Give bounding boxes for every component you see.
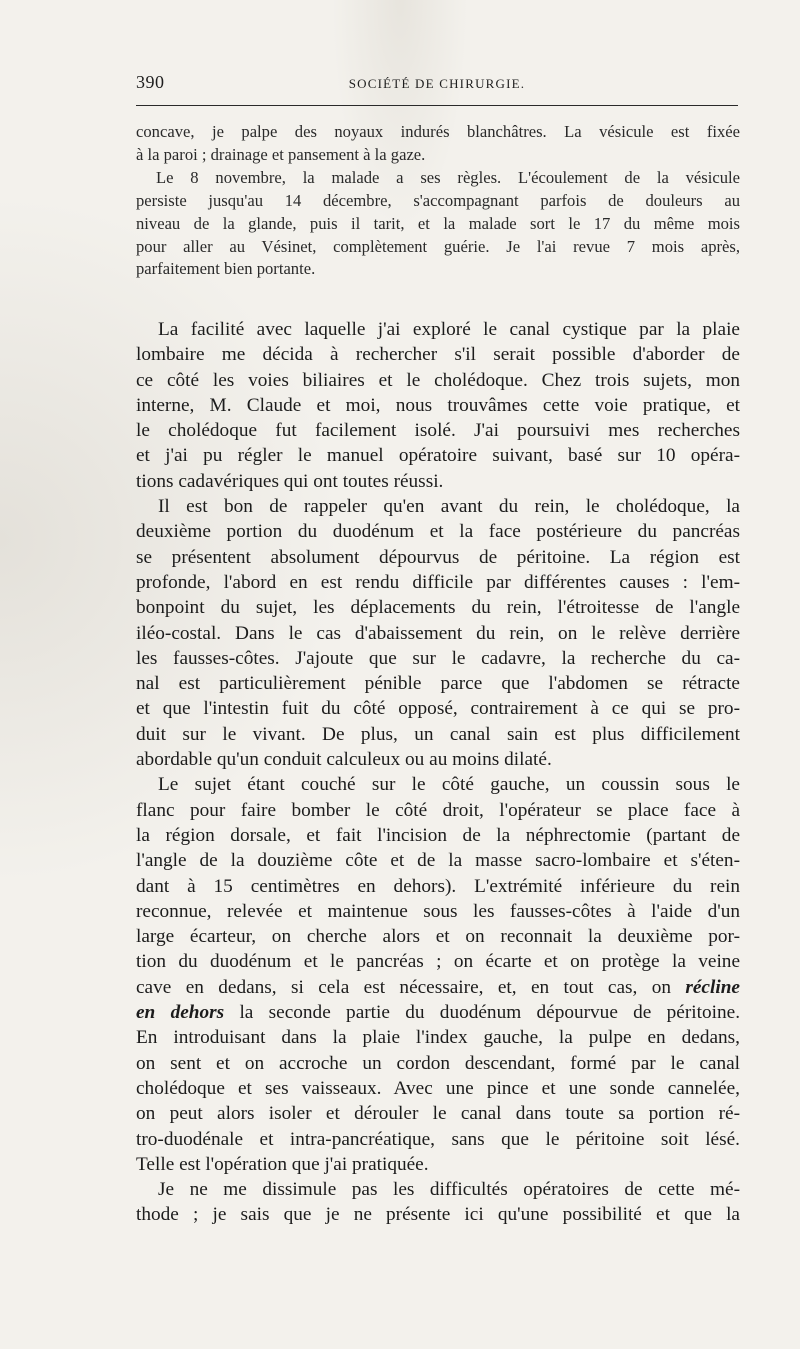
case-paragraph-2 [136, 167, 740, 282]
text-line: cholédoque et ses vaisseaux. Avec une pince et une sonde cannelée, [136, 1077, 740, 1099]
text-line: le cholédoque fut facilement isolé. J'ai poursuivi mes recherches [136, 420, 740, 442]
text-line: abordable qu'un conduit calculeux ou au moins dilaté. [136, 749, 552, 771]
text-line: thode ; je sais que je ne présente ici qu'une possibilité et que la [136, 1204, 740, 1226]
text-line [136, 1000, 740, 1025]
text-line: deuxième portion du duodénum et la face postérieure du pancréas [136, 521, 740, 543]
page-header [136, 72, 738, 100]
running-head: SOCIÉTÉ DE CHIRURGIE. [348, 76, 526, 91]
text-line: et que l'intestin fuit du côté opposé, contrairement à ce qui se pro- [136, 698, 740, 720]
text-line: Le sujet étant couché sur le côté gauche, un coussin sous le [158, 774, 740, 796]
text-line [136, 975, 740, 1000]
text-line: on sent et on accroche un cordon descendant, formé par le canal [136, 1052, 740, 1074]
text-line: Je ne me dissimule pas les difficultés opératoires de cette mé- [158, 1179, 740, 1201]
text-line: pour aller au Vésinet, complètement guérie. Je l'ai revue 7 mois après, [136, 236, 740, 256]
text-line: tro-duodénale et intra-pancréatique, sans que le péritoine soit lésé. [136, 1128, 740, 1150]
text-line: niveau de la glande, puis il tarit, et la malade sort le 17 du même mois [136, 213, 740, 233]
body-paragraph-2 [136, 494, 740, 772]
text-line: large écarteur, on cherche alors et on reconnait la deuxième por- [136, 926, 740, 948]
text-line: la région dorsale, et fait l'incision de la néphrectomie (partant de [136, 824, 740, 846]
text-line: l'angle de la douzième côte et de la masse sacro-lombaire et s'éten- [136, 850, 740, 872]
text-line: tions cadavériques qui ont toutes réussi. [136, 470, 444, 492]
italic-term: en dehors [136, 1002, 225, 1024]
body-paragraph-3 [136, 772, 740, 1177]
text-line: iléo-costal. Dans le cas d'abaissement du rein, on le relève derrière [136, 622, 740, 644]
text-line: concave, je palpe des noyaux indurés blanchâtres. La vésicule est fixée [136, 122, 740, 141]
text-line: Il est bon de rappeler qu'en avant du rein, le cholédoque, la [158, 496, 740, 518]
text-line: Le 8 novembre, la malade a ses règles. L'écoulement de la vésicule [156, 167, 740, 187]
text-line: bonpoint du sujet, les déplacements du rein, l'étroitesse de l'angle [136, 597, 740, 619]
text-line: lombaire me décida à rechercher s'il serait possible d'aborder de [136, 344, 740, 366]
text-line: ce côté les voies biliaires et le cholédoque. Chez trois sujets, mon [136, 369, 740, 391]
page-number: 390 [136, 72, 165, 92]
text-line: et j'ai pu régler le manuel opératoire suivant, basé sur 10 opéra- [136, 445, 740, 467]
text-line: En introduisant dans la plaie l'index gauche, la pulpe en dedans, [136, 1027, 740, 1049]
text-line: profonde, l'abord en est rendu difficile par différentes causes : l'em- [136, 571, 740, 593]
text-line: tion du duodénum et le pancréas ; on écarte et on protège la veine [136, 951, 740, 973]
text-line: se présentent absolument dépourvus de péritoine. La région est [136, 546, 740, 568]
text-line: parfaitement bien portante. [136, 259, 316, 279]
text-line: La facilité avec laquelle j'ai exploré le canal cystique par la plaie [158, 319, 740, 340]
text-line: nal est particulièrement pénible parce que l'abdomen se rétracte [136, 673, 740, 695]
body-paragraph-4 [136, 1177, 740, 1228]
header-rule [136, 105, 738, 106]
body-paragraph-1 [136, 317, 740, 494]
text-line: persiste jusqu'au 14 décembre, s'accompagnant parfois de douleurs au [136, 190, 740, 210]
case-paragraph-1 [136, 121, 740, 167]
main-body-text [136, 317, 740, 1228]
text-line: interne, M. Claude et moi, nous trouvâmes cette voie pratique, et [136, 394, 740, 416]
text-line: reconnue, relevée et maintenue sous les fausses-côtes à l'aide d'un [136, 900, 740, 922]
text-line: dant à 15 centimètres en dehors). L'extrémité inférieure du rein [136, 875, 740, 897]
text-line: on peut alors isoler et dérouler le canal dans toute sa portion ré- [136, 1103, 740, 1125]
text-fragment: la seconde partie du duodénum dépourvue de péritoine. [224, 1002, 741, 1024]
text-fragment: cave en dedans, si cela est nécessaire, et, en tout cas, on [136, 976, 671, 998]
text-line: duit sur le vivant. De plus, un canal sain est plus difficilement [136, 723, 740, 745]
italic-term: récline [685, 976, 740, 998]
text-line: à la paroi ; drainage et pansement à la gaze. [136, 144, 426, 164]
text-line: les fausses-côtes. J'ajoute que sur le cadavre, la recherche du ca- [136, 647, 740, 669]
text-line: flanc pour faire bomber le côté droit, l'opérateur se place face à [136, 799, 740, 821]
text-line: Telle est l'opération que j'ai pratiquée. [136, 1153, 429, 1175]
case-report-text [136, 121, 740, 281]
